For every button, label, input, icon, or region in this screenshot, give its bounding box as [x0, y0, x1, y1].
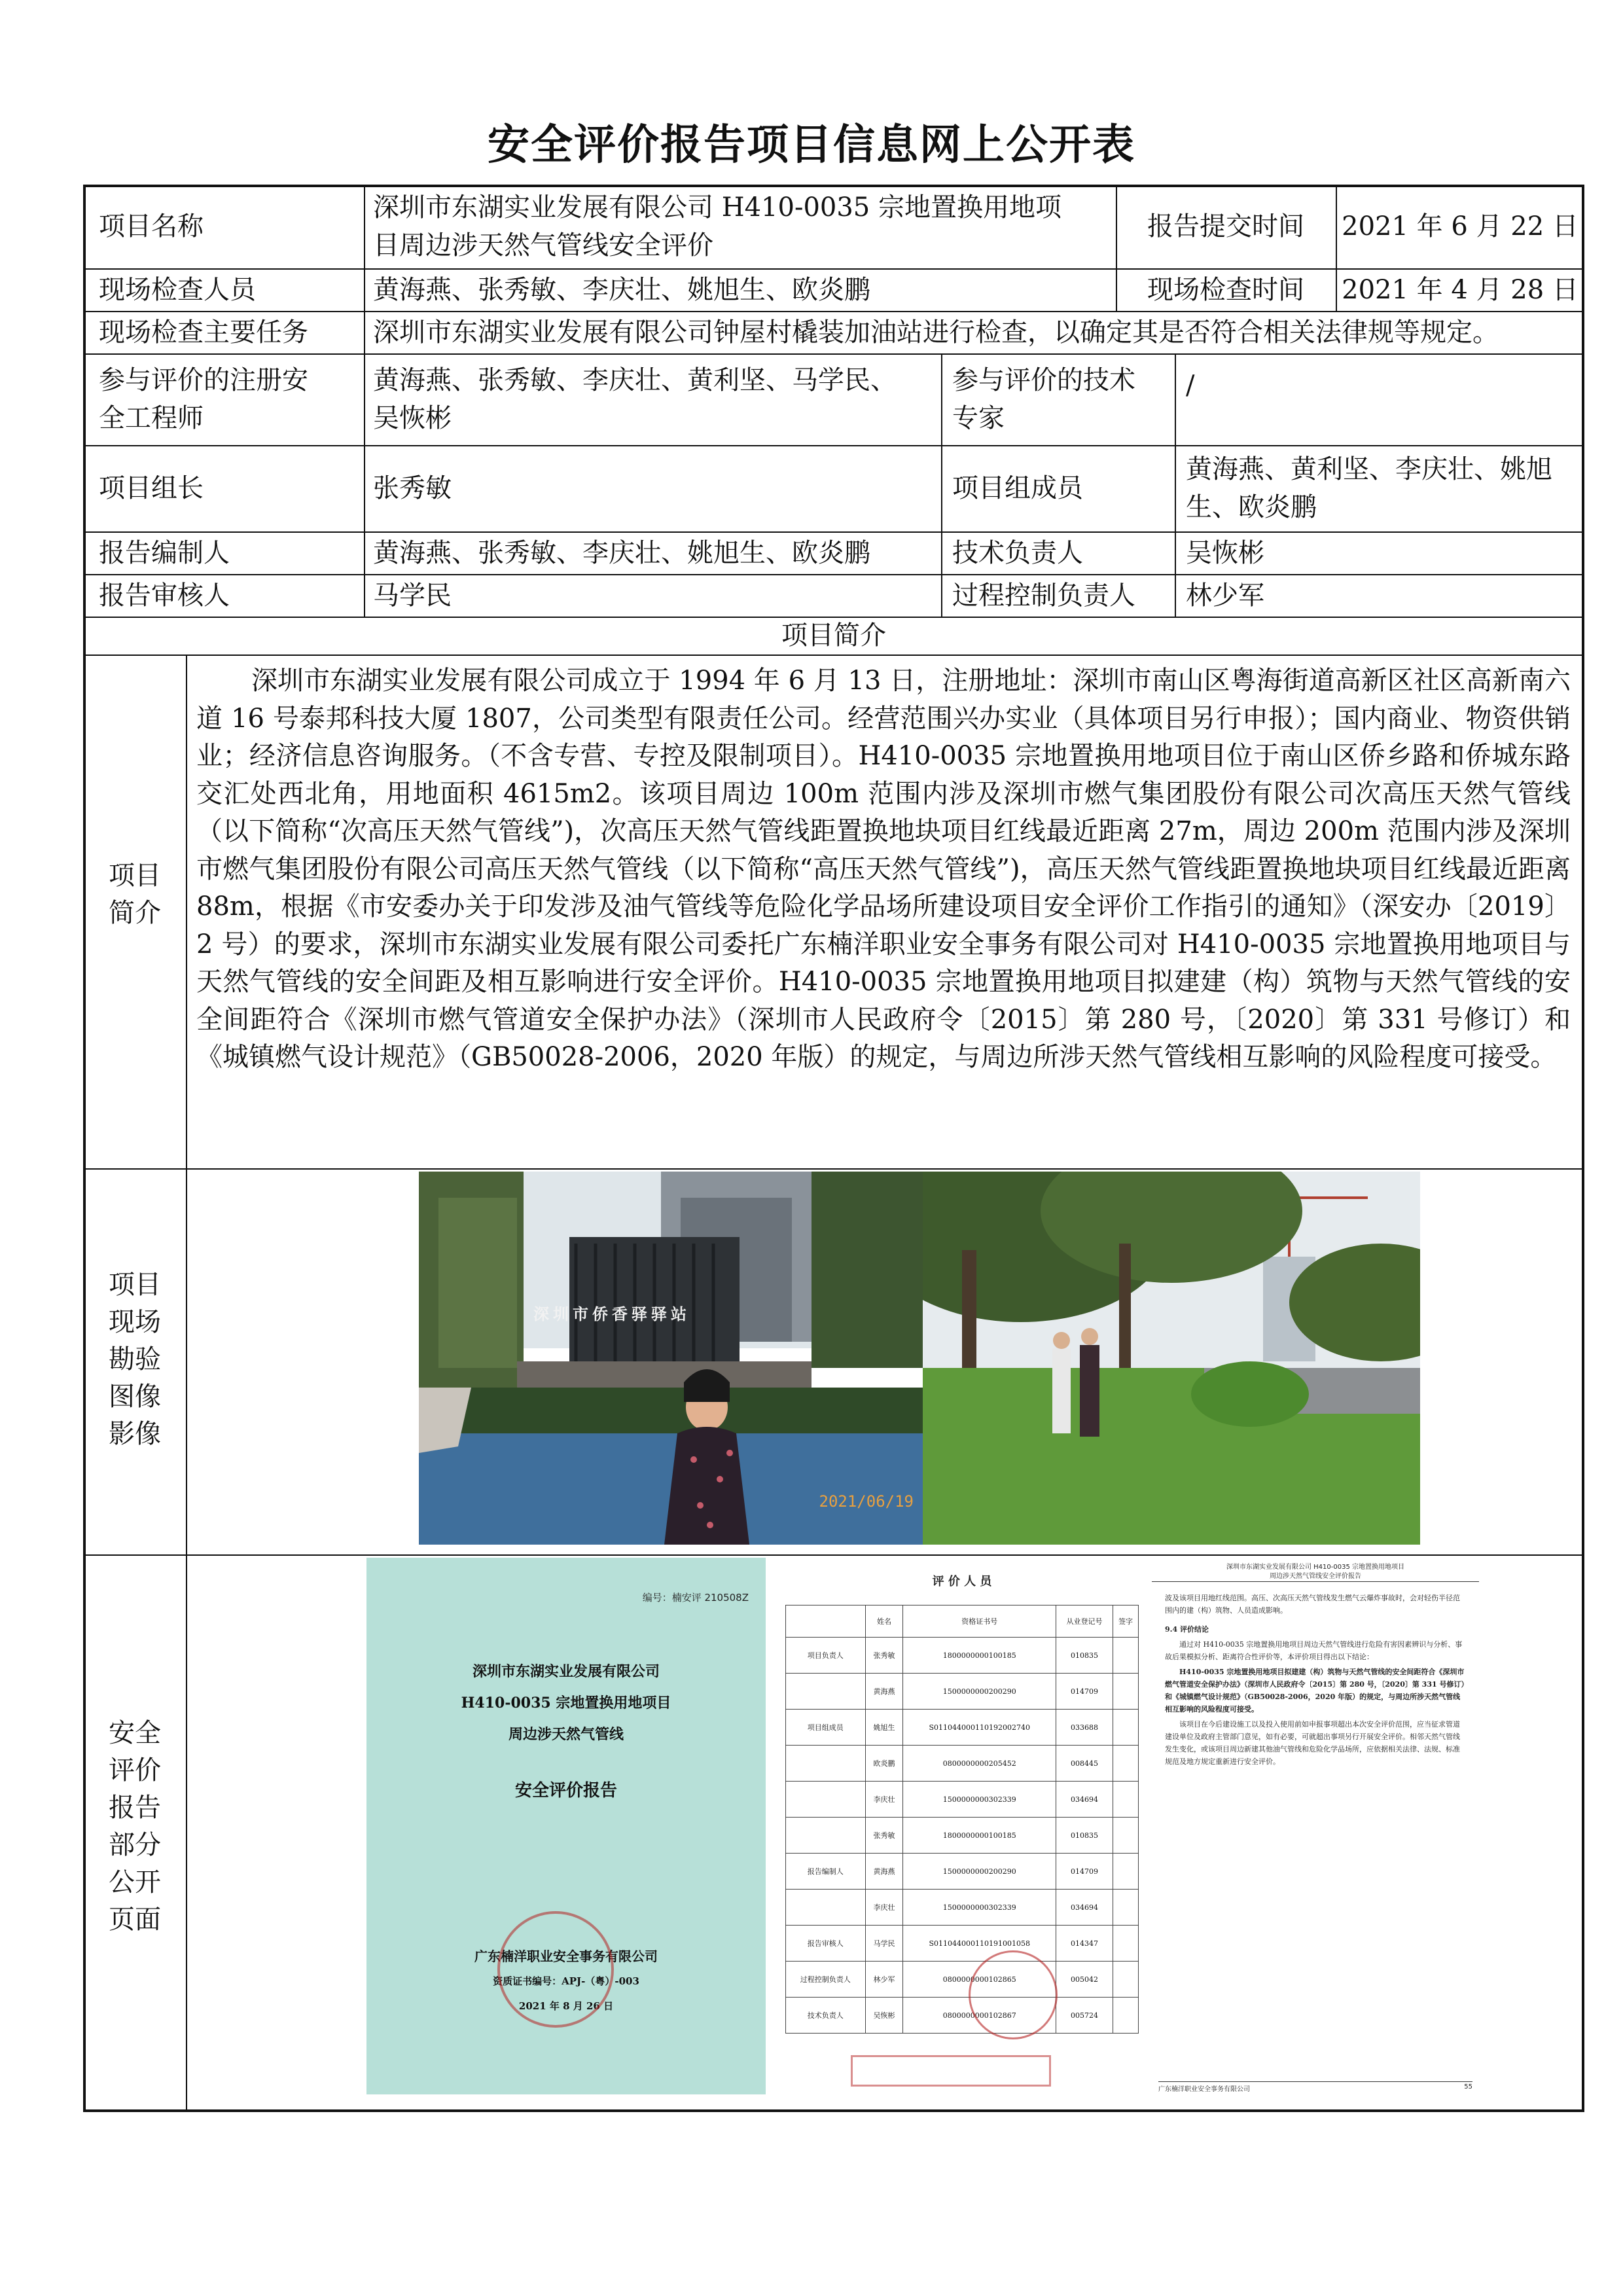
staff-seal [969, 1950, 1058, 2039]
compiler-label: 报告编制人 [99, 537, 230, 568]
staff-table-cell [1113, 1674, 1138, 1710]
members-line: 生、欧炎鹏 [1186, 492, 1317, 522]
cover-seal [497, 1911, 614, 2028]
inspect-time-value: 2021 年 4 月 28 日 [1342, 274, 1578, 305]
staff-table-cell: 项目组成员 [786, 1710, 866, 1746]
experts-label-line: 参与评价的技术 [952, 365, 1135, 395]
engineers-label-line: 全工程师 [99, 403, 204, 433]
staff-table-row [786, 1638, 1139, 1674]
staff-table-cell: 报告审核人 [786, 1926, 866, 1962]
staff-table-row [786, 1710, 1139, 1746]
conclusion-paragraph: 通过对 H410-0035 宗地置换用地项目周边天然气管线进行危险有害因素辨识与分析、事故后果模拟分析、距离符合性评价等，本评价项目得出以下结论： [1165, 1640, 1463, 1661]
staff-table-header [786, 1605, 1139, 1638]
conclusion-footer-company: 广东楠洋职业安全事务有限公司 [1158, 2086, 1250, 2093]
staff-table-row [786, 1998, 1139, 2034]
staff-table-cell: 010835 [1056, 1638, 1113, 1674]
staff-table-cell: 014709 [1056, 1674, 1113, 1710]
staff-stamp [851, 2055, 1051, 2087]
process-control-value: 林少军 [1186, 580, 1264, 611]
staff-table-cell: 014347 [1056, 1926, 1113, 1962]
staff-table-cell [786, 1674, 866, 1710]
staff-table-cell: 034694 [1056, 1890, 1113, 1926]
intro-text: 深圳市东湖实业发展有限公司成立于 1994 年 6 月 13 日，注册地址：深圳市南山区粤海街道高新区社区高新南六道 16 号泰邦科技大厦 1807，公司类型有限责任公司。经营范围兴办实业（具体项目另行申报）；国内商业、物资供销业；经济信息咨询服务。（不含专营、专控及限制项目）。H410-0035 宗地置换用地项目位于南山区侨乡路和侨城东路交汇处西北角，用地面积 4615m2。该项目周边 100m 范围内涉及深圳市燃气集团股份有限公司次高压天然气管线（以下简称“次高压天然气管线”)，次高压天然气管线距置换地块项目红线最近距离 27m，周边 200m 范围内涉及深圳市燃气集团股份有限公司高压天然气管线（以下简称“高压天然气管线”)，高压天然气管线距置换地块项目红线最近距离 88m，根据《市安委办关于印发涉及油气管线等危险化学品场所建设项目安全评价工作指引的通知》（深安办〔2019〕2 号）的要求，深圳市东湖实业发展有限公司委托广东楠洋职业安全事务有限公司对 H410-0035 宗地置换用地项目与天然气管线的安全间距及相互影响进行安全评价。H410-0035 宗地置换用地项目拟建建（构）筑物与天然气管线的安全间距符合《深圳市燃气管道安全保护办法》（深圳市人民政府令〔2015〕第 280 号，〔2020〕第 331 号修订）和《城镇燃气设计规范》（GB50028-2006，2020 年版）的规定，与周边所涉天然气管线相互影响的风险程度可接受。 [196, 666, 1571, 1072]
staff-table-cell: 李庆壮 [865, 1782, 903, 1818]
staff-table-cell: 1500000000200290 [903, 1854, 1056, 1890]
report-side-label: 安全 评价 报告 部分 公开 页面 [109, 1718, 161, 1935]
cover-title-block [366, 1656, 766, 1750]
staff-table-cell: 0800000000205452 [903, 1746, 1056, 1782]
staff-table-cell: 马学民 [865, 1926, 903, 1962]
staff-table-cell: 过程控制负责人 [786, 1962, 866, 1998]
cover-date: 2021 年 8 月 26 日 [518, 2000, 614, 2012]
staff-table-cell: 033688 [1056, 1710, 1113, 1746]
staff-table-cell: 0800000000102867 [903, 1998, 1056, 2034]
members-value [1186, 445, 1578, 531]
staff-table-row [786, 1926, 1139, 1962]
staff-table-cell: 1800000000100185 [903, 1638, 1056, 1674]
project-name-line: 目周边涉天然气管线安全评价 [373, 230, 713, 260]
staff-table-cell: S011044000110191001058 [903, 1926, 1056, 1962]
staff-table-row [786, 1674, 1139, 1710]
report-cover-page [366, 1558, 766, 2094]
row-divider [83, 1554, 1584, 1556]
submit-time-label: 报告提交时间 [1147, 211, 1304, 242]
conclusion-section-title: 9.4 评价结论 [1165, 1625, 1209, 1634]
staff-table-cell [786, 1890, 866, 1926]
engineers-value [373, 353, 941, 445]
sign-text: 深圳市侨香驿驿站 [533, 1304, 690, 1323]
experts-value: / [1186, 370, 1195, 401]
task-value: 深圳市东湖实业发展有限公司钟屋村橇装加油站进行检查，以确定其是否符合相关法律规等规定。 [373, 317, 1499, 348]
experts-label-line: 专家 [952, 403, 1005, 433]
submit-time-value: 2021 年 6 月 22 日 [1342, 211, 1578, 242]
engineers-line: 吴恢彬 [373, 403, 452, 433]
staff-table-cell: 1500000000302339 [903, 1782, 1056, 1818]
staff-table-cell [1113, 1818, 1138, 1854]
photo-date-stamp: 2021/06/19 [819, 1492, 914, 1511]
conclusion-footer [1158, 2081, 1472, 2093]
staff-table-cell: 005724 [1056, 1998, 1113, 2034]
inspectors-value: 黄海燕、张秀敏、李庆壮、姚旭生、欧炎鹏 [373, 274, 870, 305]
cover-company: 广东楠洋职业安全事务有限公司 [474, 1948, 658, 1964]
cover-doc-title: 安全评价报告 [514, 1781, 617, 1801]
cover-cert: 资质证书编号：APJ-（粤）-003 [493, 1975, 639, 1987]
staff-table-cell: 黄海燕 [865, 1854, 903, 1890]
engineers-label [83, 353, 364, 445]
site-photo-entrance [419, 1172, 923, 1545]
staff-table-cell: 林少军 [865, 1962, 903, 1998]
row-divider [83, 655, 1584, 656]
staff-table-header-cell: 签字 [1113, 1605, 1138, 1638]
members-label: 项目组成员 [952, 473, 1083, 503]
cover-line: 周边涉天然气管线 [508, 1726, 624, 1743]
experts-label [952, 353, 1175, 445]
staff-title: 评 价 人 员 [932, 1575, 992, 1588]
tech-lead-value: 吴恢彬 [1186, 537, 1264, 568]
staff-table-header-cell: 从业登记号 [1056, 1605, 1113, 1638]
project-name-value [364, 185, 1116, 268]
inspectors-label: 现场检查人员 [99, 274, 256, 305]
staff-table-cell: 005042 [1056, 1962, 1113, 1998]
staff-table-cell: 1500000000200290 [903, 1674, 1056, 1710]
staff-table-cell [1113, 1926, 1138, 1962]
conclusion-body [1165, 1592, 1466, 1768]
staff-table-cell [1113, 1890, 1138, 1926]
report-staff-page [772, 1558, 1152, 2094]
report-conclusion-page [1152, 1558, 1479, 2094]
staff-table-cell: 项目负责人 [786, 1638, 866, 1674]
process-control-label: 过程控制负责人 [952, 580, 1135, 611]
conclusion-page-number: 55 [1464, 2083, 1472, 2090]
staff-table-cell: 报告编制人 [786, 1854, 866, 1890]
leader-label: 项目组长 [99, 473, 204, 503]
conclusion-paragraph: 波及该项目用地红线范围。高压、次高压天然气管线发生燃气云爆炸事故时，会对轻伤半径范围内的建（构）筑物、人员造成影响。 [1165, 1594, 1460, 1615]
staff-table-cell [1113, 1710, 1138, 1746]
reviewer-value: 马学民 [373, 580, 452, 611]
task-label: 现场检查主要任务 [99, 317, 308, 348]
compiler-value: 黄海燕、张秀敏、李庆壮、姚旭生、欧炎鹏 [373, 537, 870, 568]
col-divider [186, 655, 187, 2112]
staff-table-cell: 姚旭生 [865, 1710, 903, 1746]
cover-serial: 编号：楠安评 210508Z [642, 1592, 749, 1604]
staff-table-cell: 黄海燕 [865, 1674, 903, 1710]
staff-table-cell [1113, 1638, 1138, 1674]
tech-lead-label: 技术负责人 [952, 537, 1083, 568]
project-name-label: 项目名称 [99, 211, 204, 242]
staff-table-row [786, 1890, 1139, 1926]
staff-table-cell: 张秀敏 [865, 1638, 903, 1674]
photos-side-label: 项目 现场 勘验 图像 影像 [109, 1270, 161, 1449]
conclusion-paragraph: 该项目在今后建设施工以及投入使用前如申报事项超出本次安全评价范围，应当征求管道建设单位及政府主管部门意见，如有必要，可就超出事项另行开展安全评价。相邻天然气管线发生变化，或该项目周边新建其他油气管线和危险化学品场所，应依据相关法律、法规、标准规范及地方规定重新进行安全评价。 [1165, 1720, 1460, 1766]
staff-table-cell [786, 1818, 866, 1854]
site-photo-greenbelt-image [923, 1172, 1420, 1545]
intro-heading: 项目简介 [781, 620, 886, 651]
staff-table-row [786, 1854, 1139, 1890]
staff-table-cell: 1800000000100185 [903, 1818, 1056, 1854]
inspect-time-label: 现场检查时间 [1147, 274, 1304, 305]
col-divider [941, 353, 942, 618]
staff-table-cell [786, 1746, 866, 1782]
intro-side-label: 项目 简介 [109, 861, 161, 928]
reviewer-label: 报告审核人 [99, 580, 230, 611]
staff-table-cell: 008445 [1056, 1746, 1113, 1782]
staff-table-cell [1113, 1854, 1138, 1890]
staff-table-row [786, 1818, 1139, 1854]
site-photo-entrance-image [419, 1172, 923, 1545]
leader-value: 张秀敏 [373, 473, 452, 503]
engineers-line: 黄海燕、张秀敏、李庆壮、黄利坚、马学民、 [373, 365, 897, 395]
staff-table-cell: S011044000110192002740 [903, 1710, 1056, 1746]
conclusion-header-line: 深圳市东湖实业发展有限公司 H410-0035 宗地置换用地项目 [1226, 1564, 1405, 1571]
site-photo-greenbelt [923, 1172, 1420, 1545]
staff-table-cell [786, 1782, 866, 1818]
staff-table-cell: 014709 [1056, 1854, 1113, 1890]
staff-table-row [786, 1746, 1139, 1782]
staff-table-cell: 0800000000102865 [903, 1962, 1056, 1998]
staff-table [785, 1605, 1139, 2034]
staff-table-cell: 欧炎鹏 [865, 1746, 903, 1782]
cover-line: H410-0035 宗地置换用地项目 [461, 1695, 671, 1712]
staff-table-cell: 李庆壮 [865, 1890, 903, 1926]
staff-table-cell: 034694 [1056, 1782, 1113, 1818]
staff-table-header-cell: 资格证书号 [903, 1605, 1056, 1638]
staff-table-cell: 技术负责人 [786, 1998, 866, 2034]
page-title: 安全评价报告项目信息网上公开表 [488, 121, 1135, 170]
staff-table-header-cell: 姓名 [865, 1605, 903, 1638]
staff-table-row [786, 1962, 1139, 1998]
staff-table-cell: 吴恢彬 [865, 1998, 903, 2034]
staff-table-cell [1113, 1782, 1138, 1818]
staff-table-cell: 010835 [1056, 1818, 1113, 1854]
project-name-line: 深圳市东湖实业发展有限公司 H410-0035 宗地置换用地项 [373, 192, 1061, 223]
staff-table-row [786, 1782, 1139, 1818]
col-divider [1175, 353, 1176, 618]
row-divider [83, 1168, 1584, 1170]
col-divider [364, 353, 365, 618]
staff-table-cell: 1500000000302339 [903, 1890, 1056, 1926]
staff-table-body [786, 1638, 1139, 2034]
conclusion-paragraph: H410-0035 宗地置换用地项目拟建建（构）筑物与天然气管线的安全间距符合《深圳市燃气管道安全保护办法》（深圳市人民政府令〔2015〕第 280 号，〔2020〕第 331 号修订）和《城镇燃气设计规范》（GB50028-2006，2020 年版）的规定，与周边所涉天然气管线相互影响的风险程度可接受。 [1165, 1668, 1465, 1713]
conclusion-header-line: 周边涉天然气管线安全评价报告 [1270, 1573, 1361, 1580]
staff-table-cell: 张秀敏 [865, 1818, 903, 1854]
members-line: 黄海燕、黄利坚、李庆壮、姚旭 [1186, 454, 1552, 484]
staff-table-header-cell [786, 1605, 866, 1638]
conclusion-header [1152, 1563, 1479, 1582]
staff-table-cell [1113, 1998, 1138, 2034]
staff-table-cell [1113, 1962, 1138, 1998]
cover-line: 深圳市东湖实业发展有限公司 [472, 1663, 660, 1680]
staff-table-cell [1113, 1746, 1138, 1782]
engineers-label-line: 参与评价的注册安 [99, 365, 308, 395]
